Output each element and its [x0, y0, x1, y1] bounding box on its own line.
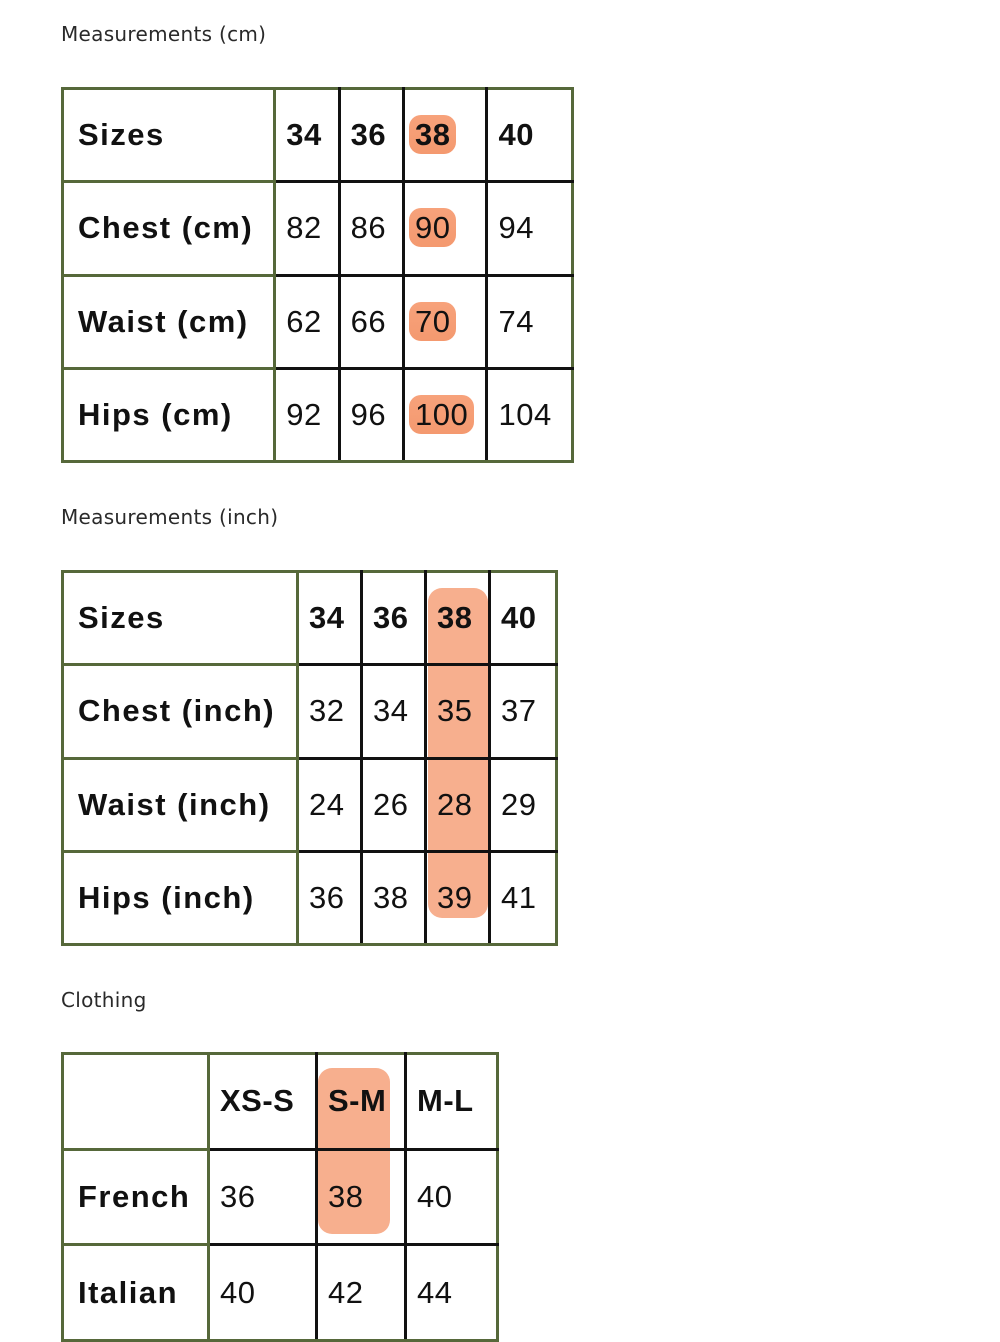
- table-cell: 36: [209, 1149, 317, 1245]
- table-cell: 32: [298, 665, 362, 758]
- table-cell: 37: [490, 665, 557, 758]
- table-header-row: [63, 89, 573, 182]
- table-header-row: [63, 1054, 498, 1150]
- table-cell: 104: [487, 368, 573, 461]
- table-cell: 82: [275, 182, 339, 275]
- table-cell: 94: [487, 182, 573, 275]
- header-cell: XS-S: [209, 1054, 317, 1150]
- header-cell: 36: [362, 572, 426, 665]
- row-label: Hips (inch): [63, 851, 298, 944]
- section-caption-inch: Measurements (inch): [61, 505, 279, 529]
- row-label: Waist (inch): [63, 758, 298, 851]
- table-cell-highlighted: [403, 182, 486, 275]
- table-cell-highlighted: [403, 368, 486, 461]
- measurements-inch-table: [61, 570, 558, 946]
- table-cell: 86: [339, 182, 403, 275]
- table-cell: 40: [406, 1149, 498, 1245]
- header-cell: Sizes: [63, 89, 275, 182]
- table-cell: 36: [298, 851, 362, 944]
- row-label: Chest (inch): [63, 665, 298, 758]
- header-cell: 36: [339, 89, 403, 182]
- header-cell: 34: [298, 572, 362, 665]
- row-label: Italian: [63, 1245, 209, 1341]
- row-label: French: [63, 1149, 209, 1245]
- table-cell: 29: [490, 758, 557, 851]
- section-caption-clothing: Clothing: [61, 988, 147, 1012]
- header-cell: 34: [275, 89, 339, 182]
- row-label: Chest (cm): [63, 182, 275, 275]
- header-cell: M-L: [406, 1054, 498, 1150]
- highlight-mark: 90: [409, 208, 456, 247]
- header-cell-highlighted: [403, 89, 486, 182]
- table-cell: 40: [209, 1245, 317, 1341]
- table-cell: 62: [275, 275, 339, 368]
- table-row: [63, 1245, 498, 1341]
- clothing-table: [61, 1052, 499, 1342]
- table-row: [63, 665, 557, 758]
- table-cell: 24: [298, 758, 362, 851]
- header-cell: Sizes: [63, 572, 298, 665]
- table-cell: 92: [275, 368, 339, 461]
- section-caption-cm: Measurements (cm): [61, 22, 267, 46]
- table-cell-highlighted: 38: [317, 1149, 406, 1245]
- table-cell-highlighted: 35: [426, 665, 490, 758]
- table-cell: 26: [362, 758, 426, 851]
- table-cell-highlighted: [403, 275, 486, 368]
- measurements-cm-table: [61, 87, 574, 463]
- table-cell-highlighted: 28: [426, 758, 490, 851]
- table-header-row: [63, 572, 557, 665]
- table-row: [63, 758, 557, 851]
- highlight-mark: 38: [409, 115, 456, 154]
- row-label: Waist (cm): [63, 275, 275, 368]
- table-row: [63, 182, 573, 275]
- table-cell: 96: [339, 368, 403, 461]
- table-cell: 66: [339, 275, 403, 368]
- header-cell-highlighted: 38: [426, 572, 490, 665]
- table-row: [63, 851, 557, 944]
- header-cell-highlighted: S-M: [317, 1054, 406, 1150]
- header-cell: 40: [490, 572, 557, 665]
- table-cell-highlighted: 39: [426, 851, 490, 944]
- table-row: [63, 1149, 498, 1245]
- highlight-mark: 70: [409, 302, 456, 341]
- table-cell: 41: [490, 851, 557, 944]
- header-cell: 40: [487, 89, 573, 182]
- table-row: [63, 368, 573, 461]
- header-cell-empty: [63, 1054, 209, 1150]
- table-cell: 34: [362, 665, 426, 758]
- highlight-mark: 100: [409, 395, 474, 434]
- table-row: [63, 275, 573, 368]
- row-label: Hips (cm): [63, 368, 275, 461]
- table-cell: 44: [406, 1245, 498, 1341]
- table-cell: 74: [487, 275, 573, 368]
- table-cell: 42: [317, 1245, 406, 1341]
- table-cell: 38: [362, 851, 426, 944]
